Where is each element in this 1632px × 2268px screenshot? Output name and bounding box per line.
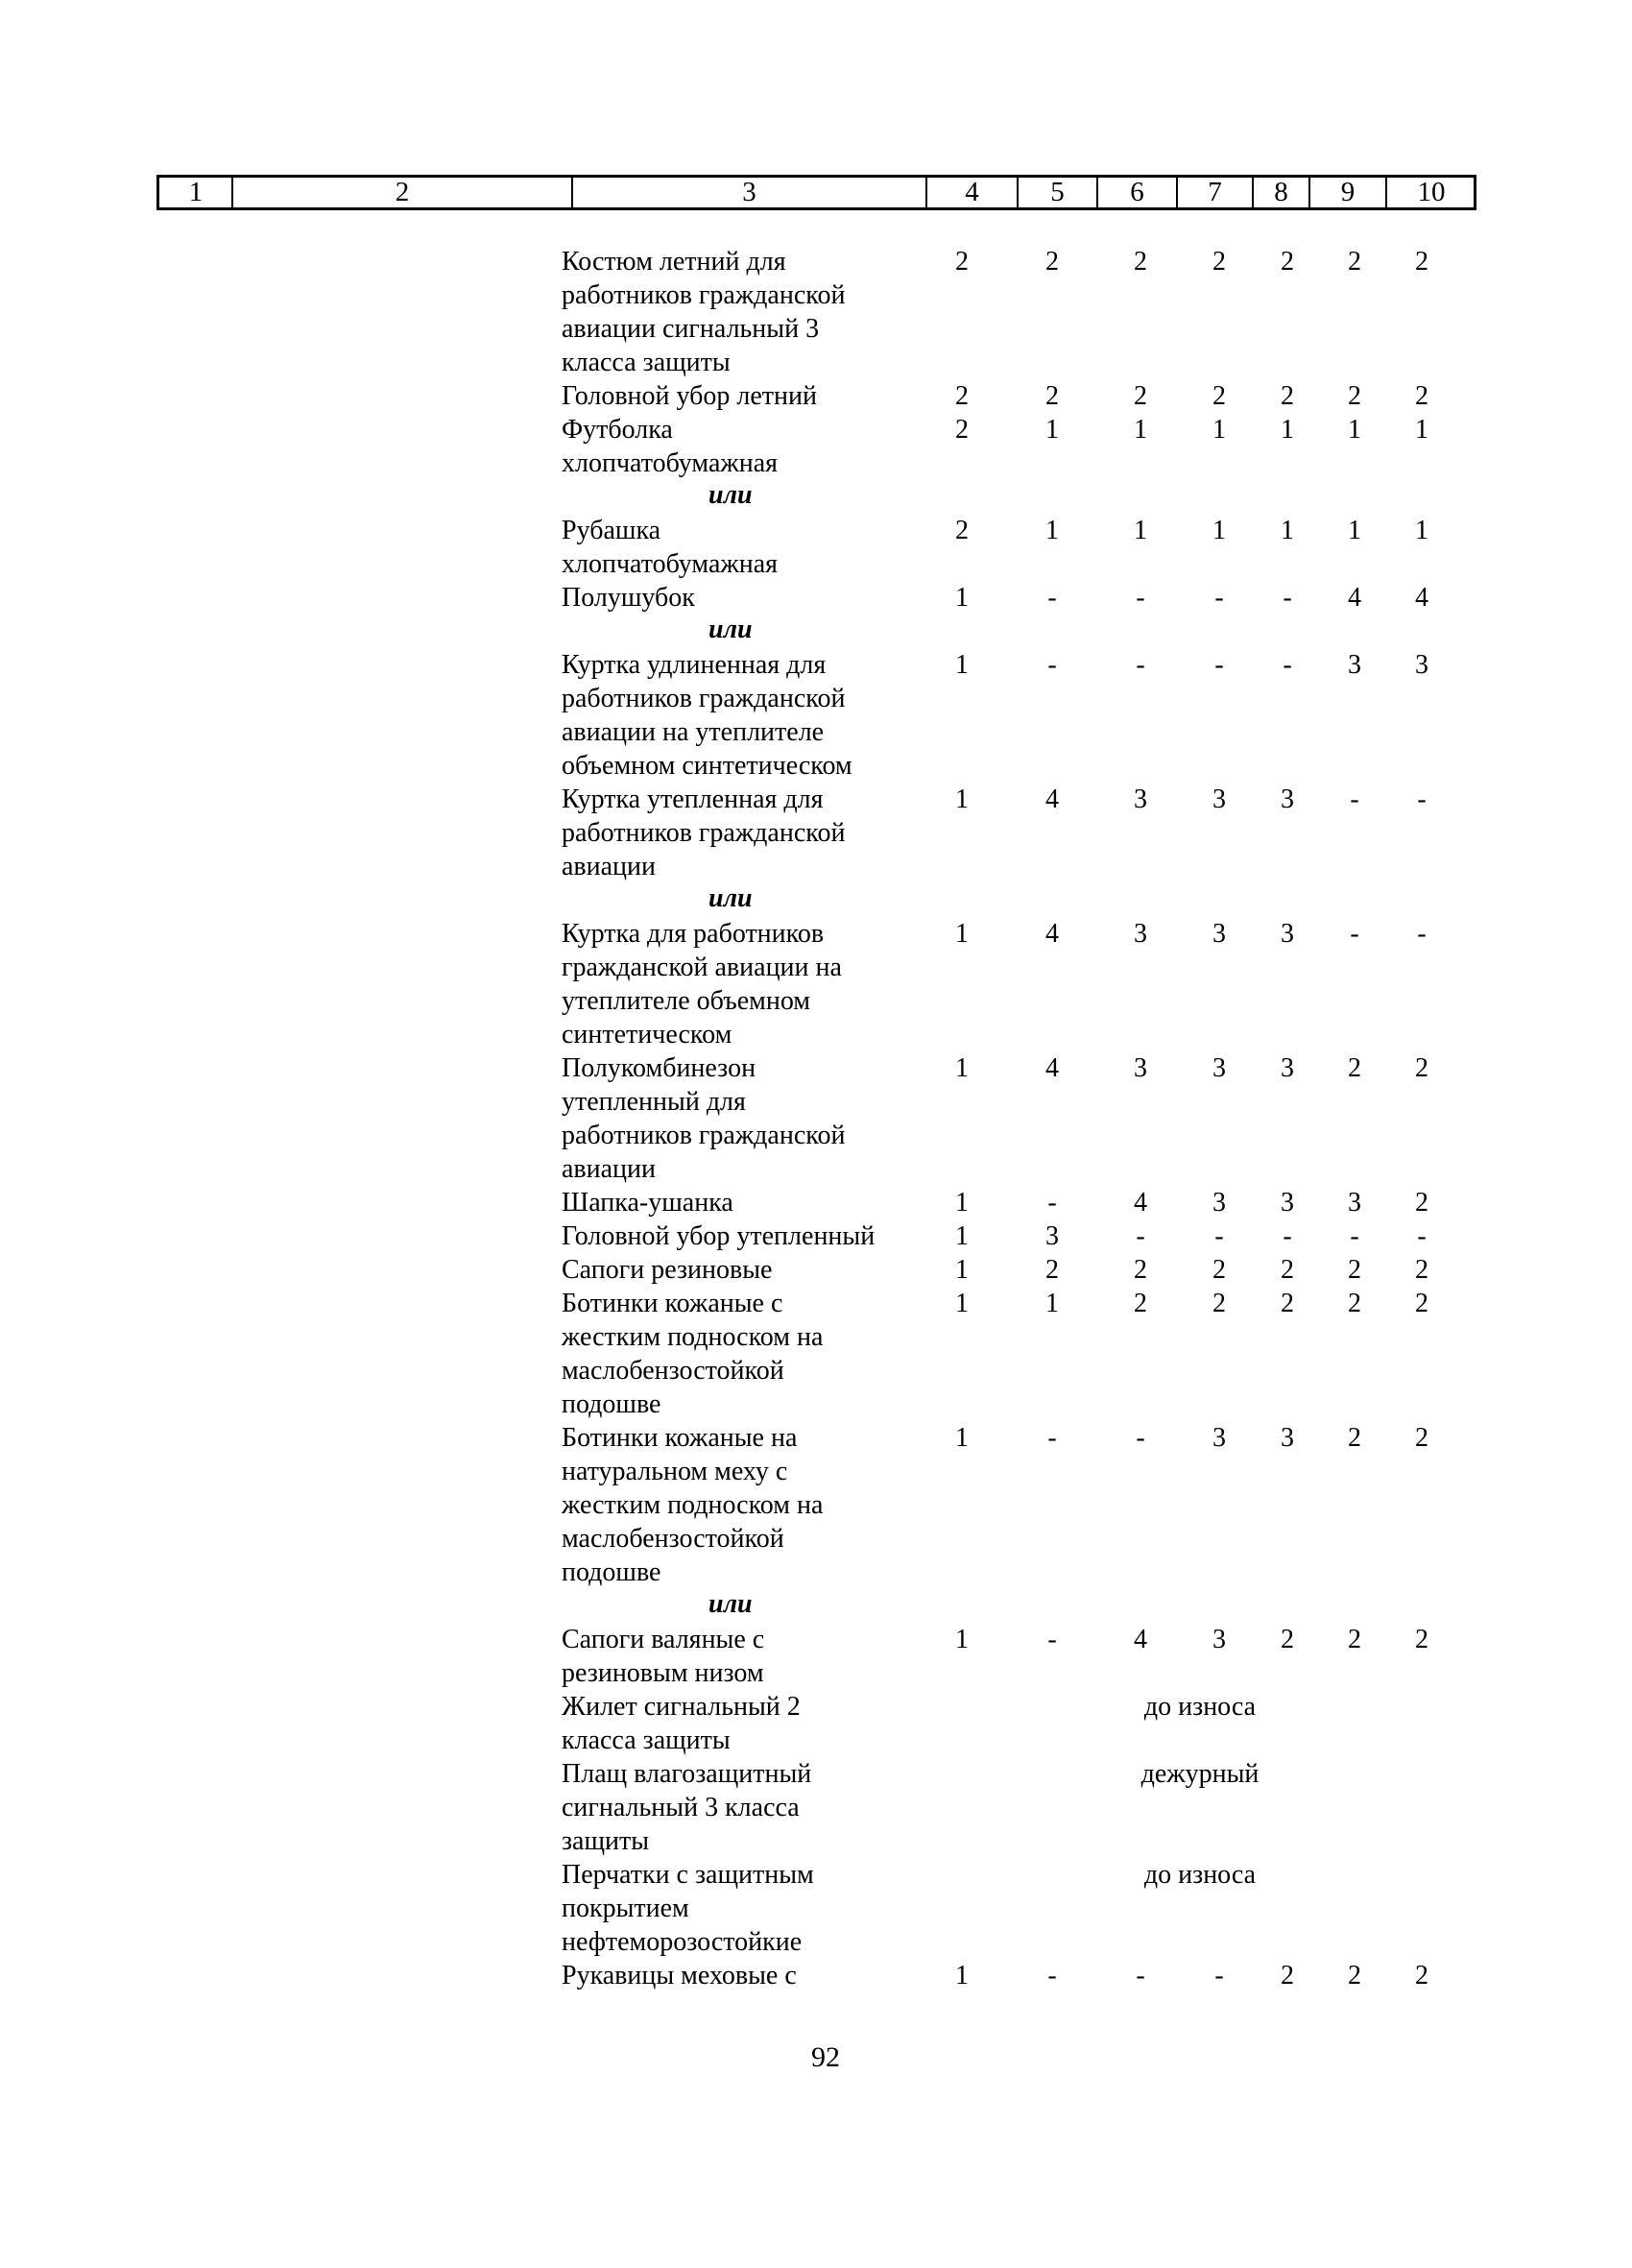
norm-value-col-10: 2 — [1415, 1255, 1428, 1285]
norm-value-col-9: 2 — [1348, 1625, 1361, 1654]
norm-value-col-10: 2 — [1415, 1625, 1428, 1654]
item-name-line: класса защиты — [562, 1725, 731, 1755]
item-name-line: работников гражданской — [562, 684, 846, 713]
norm-value-col-5: - — [1047, 1423, 1057, 1453]
norm-value-col-7: 3 — [1212, 784, 1226, 814]
norm-value-col-7: 3 — [1212, 1188, 1226, 1218]
item-name-line: класса защиты — [562, 348, 731, 377]
norm-value-col-5: 4 — [1045, 919, 1059, 949]
item-name — [562, 1253, 946, 1287]
norm-value-col-6: 1 — [1134, 516, 1147, 545]
header-col-10: 10 — [1417, 177, 1446, 207]
norm-value-col-9: 2 — [1348, 1255, 1361, 1285]
norm-value-col-10: - — [1417, 784, 1427, 814]
norm-value-col-6: 3 — [1134, 1053, 1147, 1083]
norm-value-col-6: 4 — [1134, 1188, 1147, 1218]
item-name — [562, 1757, 946, 1858]
item-name-line: маслобензостойкой — [562, 1356, 784, 1386]
header-col-9: 9 — [1340, 177, 1356, 207]
item-name-line: резиновым низом — [562, 1658, 764, 1688]
norm-value-col-8: 2 — [1281, 247, 1294, 277]
norm-value-col-7: - — [1214, 1221, 1224, 1251]
item-name — [562, 1287, 946, 1421]
item-name-line: Головной убор утепленный — [562, 1221, 876, 1251]
norm-value-col-7: 2 — [1212, 247, 1226, 277]
item-name-line: Ботинки кожаные на — [562, 1423, 798, 1453]
item-name-line: Полукомбинезон — [562, 1053, 756, 1083]
norm-value-col-6: - — [1136, 1423, 1145, 1453]
norm-value-col-4: 1 — [955, 583, 969, 613]
alternative-or-label: или — [708, 1589, 753, 1619]
norm-value-col-7: 2 — [1212, 1255, 1226, 1285]
item-name-line: жестким подноском на — [562, 1490, 824, 1520]
norm-value-col-4: 1 — [955, 784, 969, 814]
norm-value-col-5: 2 — [1045, 1255, 1059, 1285]
item-name-line: подошве — [562, 1389, 661, 1419]
norm-value-col-6: - — [1136, 583, 1145, 613]
item-name — [562, 1421, 946, 1589]
header-col-3: 3 — [742, 177, 756, 207]
header-divider — [1385, 178, 1387, 207]
header-divider — [1096, 178, 1098, 207]
header-divider — [231, 178, 233, 207]
norm-value-col-10: - — [1417, 919, 1427, 949]
norm-value-col-9: - — [1350, 919, 1359, 949]
norm-value-col-10: 2 — [1415, 1961, 1428, 1991]
norm-span-text: дежурный — [1140, 1759, 1260, 1789]
norm-value-col-8: 1 — [1281, 516, 1294, 545]
header-divider — [1176, 178, 1178, 207]
header-divider — [1252, 178, 1254, 207]
item-name-line: объемном синтетическом — [562, 751, 852, 781]
norm-value-col-9: - — [1350, 784, 1359, 814]
header-divider — [1017, 178, 1019, 207]
item-name-line: нефтеморозостойкие — [562, 1927, 803, 1957]
norm-value-col-4: 1 — [955, 1053, 969, 1083]
norm-value-col-9: 1 — [1348, 516, 1361, 545]
norm-value-col-6: - — [1136, 1221, 1145, 1251]
norm-value-col-6: - — [1136, 1961, 1145, 1991]
norm-value-col-9: 2 — [1348, 1961, 1361, 1991]
header-col-2: 2 — [395, 177, 410, 207]
item-name — [562, 514, 946, 581]
column-number-header — [156, 175, 1476, 210]
item-name-line: Головной убор летний — [562, 381, 817, 411]
item-name-line: Шапка-ушанка — [562, 1188, 733, 1218]
norm-value-col-6: 4 — [1134, 1625, 1147, 1654]
norm-value-col-4: 2 — [955, 415, 969, 445]
item-name — [562, 1690, 946, 1757]
alternative-or-label: или — [708, 615, 753, 644]
item-name-line: Костюм летний для — [562, 247, 786, 277]
norm-value-col-5: - — [1047, 1961, 1057, 1991]
norm-value-col-6: 2 — [1134, 1289, 1147, 1318]
norm-value-col-10: 4 — [1415, 583, 1428, 613]
norm-value-col-6: 1 — [1134, 415, 1147, 445]
header-divider — [1308, 178, 1310, 207]
norm-value-col-8: 1 — [1281, 415, 1294, 445]
norm-value-col-8: 3 — [1281, 784, 1294, 814]
item-name-line: Ботинки кожаные с — [562, 1289, 783, 1318]
norm-value-col-10: 2 — [1415, 1423, 1428, 1453]
norm-value-col-8: 2 — [1281, 1255, 1294, 1285]
item-name-line: хлопчатобумажная — [562, 549, 779, 579]
norm-value-col-6: 3 — [1134, 784, 1147, 814]
item-name — [562, 1858, 946, 1959]
norm-value-col-8: 3 — [1281, 1053, 1294, 1083]
item-name-line: работников гражданской — [562, 1121, 846, 1150]
header-col-4: 4 — [965, 177, 979, 207]
header-col-7: 7 — [1208, 177, 1222, 207]
norm-value-col-9: 1 — [1348, 415, 1361, 445]
norm-value-col-8: - — [1283, 650, 1292, 680]
norm-value-col-4: 1 — [955, 1221, 969, 1251]
item-name — [562, 245, 946, 379]
header-col-5: 5 — [1050, 177, 1065, 207]
item-name-line: маслобензостойкой — [562, 1524, 784, 1554]
norm-value-col-5: 4 — [1045, 784, 1059, 814]
norm-value-col-6: 2 — [1134, 1255, 1147, 1285]
norm-value-col-5: 1 — [1045, 415, 1059, 445]
norm-value-col-5: 1 — [1045, 1289, 1059, 1318]
item-name-line: Сапоги валяные с — [562, 1625, 765, 1654]
norm-value-col-5: 1 — [1045, 516, 1059, 545]
item-name — [562, 1623, 946, 1690]
alternative-or-label: или — [708, 883, 753, 913]
header-col-8: 8 — [1274, 177, 1288, 207]
norm-value-col-6: 3 — [1134, 919, 1147, 949]
item-name-line: Куртка утепленная для — [562, 784, 824, 814]
norm-value-col-10: 2 — [1415, 1188, 1428, 1218]
item-name-line: авиации сигнальный 3 — [562, 314, 820, 344]
norm-value-col-7: 1 — [1212, 415, 1226, 445]
item-name — [562, 1051, 946, 1186]
norm-value-col-5: - — [1047, 1625, 1057, 1654]
norm-value-col-7: 3 — [1212, 919, 1226, 949]
norm-value-col-6: - — [1136, 650, 1145, 680]
norm-value-col-4: 1 — [955, 1961, 969, 1991]
item-name — [562, 1219, 946, 1253]
norm-value-col-4: 1 — [955, 1188, 969, 1218]
alternative-or-label: или — [708, 480, 753, 510]
item-name-line: утеплителе объемном — [562, 986, 811, 1016]
header-col-6: 6 — [1130, 177, 1144, 207]
item-name-line: натуральном меху с — [562, 1457, 788, 1486]
norm-value-col-8: 2 — [1281, 1961, 1294, 1991]
item-name-line: авиации — [562, 1154, 657, 1184]
norm-span-text: до износа — [1143, 1860, 1257, 1890]
norm-value-col-9: 4 — [1348, 583, 1361, 613]
norm-value-col-7: 1 — [1212, 516, 1226, 545]
item-name-line: работников гражданской — [562, 280, 846, 310]
norm-value-col-7: 3 — [1212, 1423, 1226, 1453]
norm-value-col-5: 2 — [1045, 381, 1059, 411]
item-name — [562, 917, 946, 1051]
item-name — [562, 379, 946, 413]
norm-value-col-7: 3 — [1212, 1053, 1226, 1083]
item-name-line: подошве — [562, 1557, 661, 1587]
norm-value-col-5: - — [1047, 583, 1057, 613]
header-divider — [571, 178, 573, 207]
norm-value-col-8: - — [1283, 583, 1292, 613]
norm-value-col-10: 2 — [1415, 247, 1428, 277]
norm-value-col-10: 2 — [1415, 1289, 1428, 1318]
norm-value-col-8: 2 — [1281, 1289, 1294, 1318]
item-name-line: Сапоги резиновые — [562, 1255, 773, 1285]
norm-value-col-7: 2 — [1212, 1289, 1226, 1318]
norm-value-col-4: 1 — [955, 919, 969, 949]
item-name — [562, 581, 946, 615]
norm-value-col-5: - — [1047, 1188, 1057, 1218]
norm-value-col-4: 1 — [955, 650, 969, 680]
norm-value-col-9: 3 — [1348, 1188, 1361, 1218]
norm-value-col-10: 1 — [1415, 516, 1428, 545]
item-name-line: Рубашка — [562, 516, 661, 545]
norm-value-col-4: 2 — [955, 247, 969, 277]
item-name — [562, 1186, 946, 1219]
header-divider — [925, 178, 927, 207]
norm-span-text: до износа — [1143, 1692, 1257, 1722]
header-col-1: 1 — [188, 177, 204, 207]
item-name-line: Полушубок — [562, 583, 695, 613]
norm-value-col-8: 3 — [1281, 919, 1294, 949]
norm-value-col-9: - — [1350, 1221, 1359, 1251]
norm-value-col-6: 2 — [1134, 247, 1147, 277]
item-name-line: Жилет сигнальный 2 — [562, 1692, 801, 1722]
norm-value-col-4: 2 — [955, 516, 969, 545]
item-name-line: Перчатки с защитным — [562, 1860, 814, 1890]
norm-value-col-9: 3 — [1348, 650, 1361, 680]
norm-value-col-5: 3 — [1045, 1221, 1059, 1251]
item-name — [562, 648, 946, 783]
norm-value-col-4: 1 — [955, 1423, 969, 1453]
norm-value-col-8: - — [1283, 1221, 1292, 1251]
item-name-line: Плащ влагозащитный — [562, 1759, 812, 1789]
norm-value-col-10: - — [1417, 1221, 1427, 1251]
item-name-line: авиации на утеплителе — [562, 717, 825, 747]
item-name — [562, 783, 946, 883]
item-name-line: покрытием — [562, 1894, 689, 1923]
norm-value-col-5: - — [1047, 650, 1057, 680]
norm-value-col-10: 2 — [1415, 381, 1428, 411]
norm-value-col-10: 3 — [1415, 650, 1428, 680]
norm-value-col-7: - — [1214, 1961, 1224, 1991]
item-name-line: защиты — [562, 1826, 650, 1856]
norm-value-col-8: 3 — [1281, 1188, 1294, 1218]
item-name-line: Куртка удлиненная для — [562, 650, 827, 680]
item-name-line: хлопчатобумажная — [562, 448, 779, 478]
norm-value-col-4: 1 — [955, 1625, 969, 1654]
norm-value-col-8: 2 — [1281, 381, 1294, 411]
norm-value-col-5: 2 — [1045, 247, 1059, 277]
page-number: 92 — [811, 2041, 840, 2073]
item-name-line: сигнальный 3 класса — [562, 1793, 800, 1822]
norm-value-col-9: 2 — [1348, 1289, 1361, 1318]
norm-value-col-10: 1 — [1415, 415, 1428, 445]
item-name-line: гражданской авиации на — [562, 953, 842, 982]
norm-value-col-9: 2 — [1348, 1053, 1361, 1083]
item-name-line: Рукавицы меховые с — [562, 1961, 797, 1991]
item-name — [562, 413, 946, 480]
norm-value-col-8: 2 — [1281, 1625, 1294, 1654]
item-name-line: синтетическом — [562, 1020, 732, 1050]
norm-value-col-9: 2 — [1348, 247, 1361, 277]
norm-value-col-7: - — [1214, 650, 1224, 680]
item-name-line: авиации — [562, 852, 657, 881]
item-name-line: утепленный для — [562, 1087, 746, 1117]
norm-value-col-7: 3 — [1212, 1625, 1226, 1654]
norm-value-col-10: 2 — [1415, 1053, 1428, 1083]
norm-value-col-9: 2 — [1348, 1423, 1361, 1453]
norm-value-col-4: 2 — [955, 381, 969, 411]
norm-value-col-4: 1 — [955, 1289, 969, 1318]
item-name-line: жестким подноском на — [562, 1322, 824, 1352]
item-name — [562, 1959, 946, 1992]
norm-value-col-6: 2 — [1134, 381, 1147, 411]
norm-value-col-7: 2 — [1212, 381, 1226, 411]
norm-value-col-8: 3 — [1281, 1423, 1294, 1453]
norm-value-col-9: 2 — [1348, 381, 1361, 411]
norm-value-col-5: 4 — [1045, 1053, 1059, 1083]
item-name-line: Футболка — [562, 415, 673, 445]
norm-value-col-4: 1 — [955, 1255, 969, 1285]
item-name-line: Куртка для работников — [562, 919, 825, 949]
item-name-line: работников гражданской — [562, 818, 846, 848]
norm-value-col-7: - — [1214, 583, 1224, 613]
